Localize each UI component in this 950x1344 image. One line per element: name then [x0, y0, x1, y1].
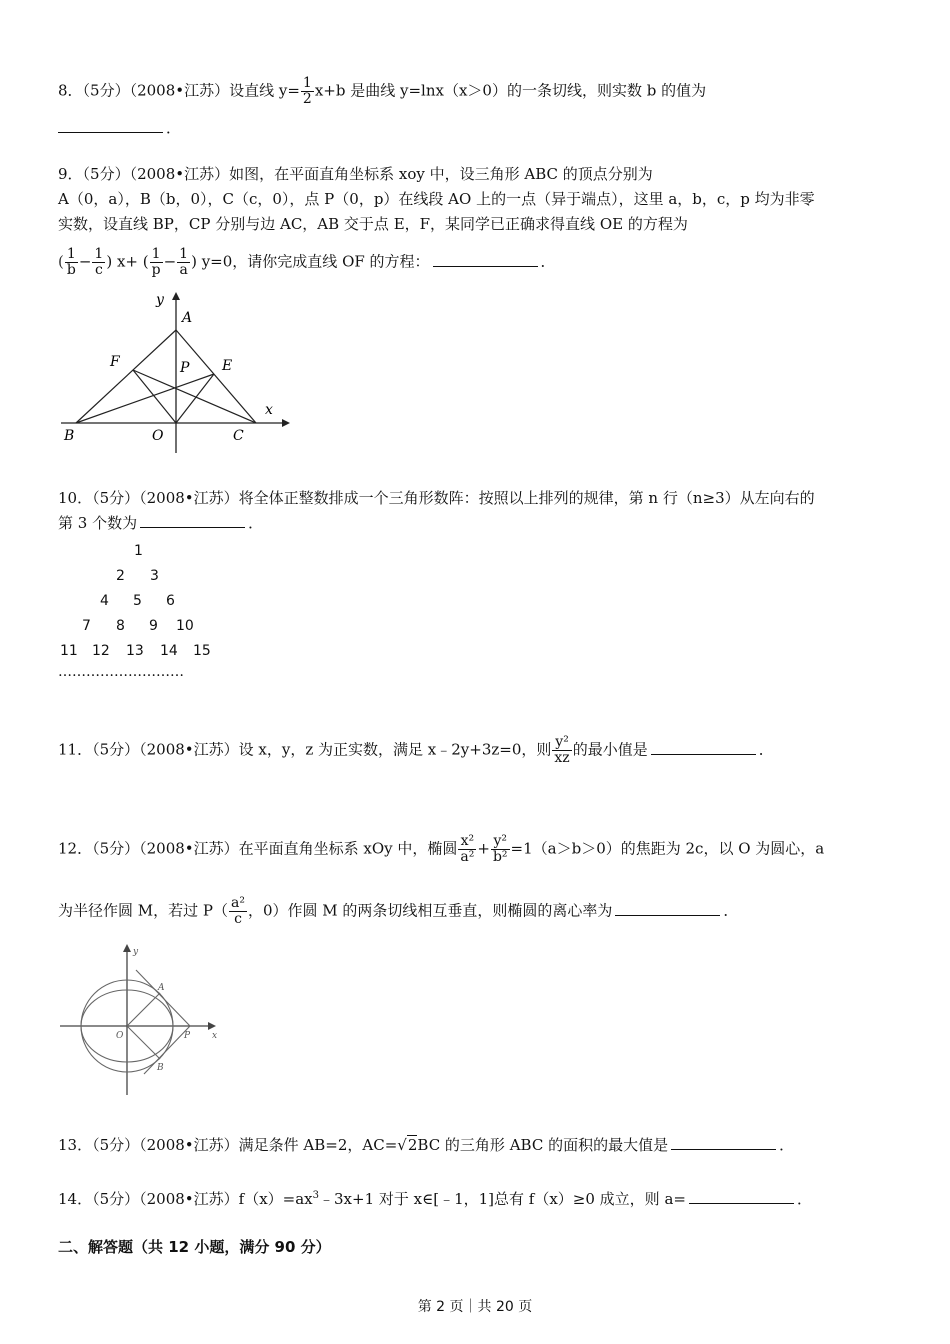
- triangle-number: 12: [92, 643, 110, 659]
- label-o: O: [152, 428, 164, 444]
- triangle-number: 11: [60, 643, 78, 659]
- y-axis-arrow: [172, 292, 180, 300]
- label-x: x: [265, 402, 273, 418]
- label-y: y: [133, 947, 139, 957]
- triangle-number: 15: [193, 643, 211, 659]
- label-a: A: [182, 310, 193, 326]
- label-y: y: [156, 292, 164, 308]
- question-10-line-1: 10．（5分）（2008•江苏）将全体正整数排成一个三角形数阵：按照以上排列的规律，第 n 行（n≥3）从左向右的: [58, 489, 815, 507]
- triangle-number: 2: [116, 568, 125, 584]
- fraction: $\frac{1}{2}$: [302, 75, 312, 107]
- answer-blank[interactable]: [433, 252, 538, 267]
- triangle-number: 8: [116, 618, 125, 634]
- question-12-line-1: 12．（5分）（2008•江苏）在平面直角坐标系 xOy 中，椭圆 $\frac{\text{x²}}{\text{a²}}$ + $\frac{\text{y²}}{\text{b²}}$ =1（a＞b＞0）的焦距为 2c，以 O 为圆心，a: [58, 833, 825, 865]
- question-10-line-2: 第 3 个数为 ．: [58, 514, 264, 532]
- question-9-equation: ( $\frac{1}{b}$ − $\frac{1}{c}$ ) x+ ( $\frac{1}{p}$ − $\frac{1}{a}$ ) y=0，请你完成直线 OF 的方程： ．: [58, 246, 556, 278]
- label-x: x: [212, 1031, 218, 1041]
- triangle-number: 14: [160, 643, 178, 659]
- ellipsis-dots: ………………………: [58, 664, 184, 680]
- label-a: A: [158, 983, 165, 993]
- label-c: C: [233, 428, 244, 444]
- label-p: P: [180, 360, 190, 376]
- answer-blank[interactable]: [615, 901, 720, 916]
- label-b: B: [157, 1063, 164, 1073]
- triangle-number: 7: [82, 618, 91, 634]
- side-ac: [176, 330, 256, 423]
- radius-oa: [127, 993, 160, 1026]
- triangle-number: 6: [166, 593, 175, 609]
- page-footer: 第 2 页｜共 20 页: [417, 1299, 533, 1315]
- x-axis-arrow: [282, 419, 290, 427]
- question-12-line-2: 为半径作圆 M，若过 P（ $\frac{\text{a²}}{c}$ ，0）作圆 M 的两条切线相互垂直，则椭圆的离心率为 ．: [58, 895, 739, 927]
- y-axis-arrow: [123, 944, 131, 952]
- label-p: P: [184, 1031, 191, 1041]
- triangle-figure: [56, 288, 296, 458]
- answer-blank[interactable]: [58, 118, 163, 133]
- triangle-number: 9: [149, 618, 158, 634]
- answer-blank[interactable]: [689, 1189, 794, 1204]
- question-9-line-2: A（0，a），B（b，0），C（c，0），点 P（0，p）在线段 AO 上的一点（异于端点），这里 a，b，c，p 均为非零: [58, 190, 815, 208]
- label-e: E: [222, 358, 233, 374]
- tangent-upper: [136, 970, 190, 1026]
- question-13: 13．（5分）（2008•江苏）满足条件 AB=2，AC=√2BC 的三角形 ABC 的面积的最大值是 ．: [58, 1136, 795, 1154]
- x-axis-arrow: [208, 1022, 216, 1030]
- triangle-number: 3: [150, 568, 159, 584]
- ellipse-figure: [56, 940, 236, 1100]
- question-8-answer-line: ．: [58, 116, 181, 140]
- answer-blank[interactable]: [671, 1135, 776, 1150]
- section-heading: 二、解答题（共 12 小题，满分 90 分）: [58, 1238, 331, 1256]
- label-f: F: [110, 354, 120, 370]
- question-8: 8．（5分）（2008•江苏）设直线 y= $\frac{1}{2}$ x+b 是曲线 y=lnx（x＞0）的一条切线，则实数 b 的值为: [58, 75, 707, 107]
- label-o: O: [116, 1031, 124, 1041]
- triangle-number: 4: [100, 593, 109, 609]
- line-be: [76, 374, 214, 423]
- answer-blank[interactable]: [651, 740, 756, 755]
- question-9-line-1: 9．（5分）（2008•江苏）如图，在平面直角坐标系 xoy 中，设三角形 ABC 的顶点分别为: [58, 165, 653, 183]
- triangle-number: 1: [134, 543, 143, 559]
- question-11: 11．（5分）（2008•江苏）设 x，y，z 为正实数，满足 x﹣2y+3z=0，则 $\frac{\text{y²}}{xz}$ 的最小值是 ．: [58, 734, 774, 766]
- triangle-number: 10: [176, 618, 194, 634]
- label-b: B: [64, 428, 75, 444]
- answer-blank[interactable]: [140, 513, 245, 528]
- question-14: 14．（5分）（2008•江苏）$f(x)=ax^3﹣3x+1$ 对于 x∈[﹣1，1]总有 f（x）≥0 成立，则 a= ．: [58, 1190, 812, 1208]
- radius-ob: [127, 1026, 160, 1059]
- triangle-number: 13: [126, 643, 144, 659]
- triangle-number: 5: [133, 593, 142, 609]
- question-9-line-3: 实数，设直线 BP，CP 分别与边 AC，AB 交于点 E，F，某同学已正确求得直线 OE 的方程为: [58, 215, 688, 233]
- line-of: [133, 370, 176, 423]
- side-ab: [76, 330, 176, 423]
